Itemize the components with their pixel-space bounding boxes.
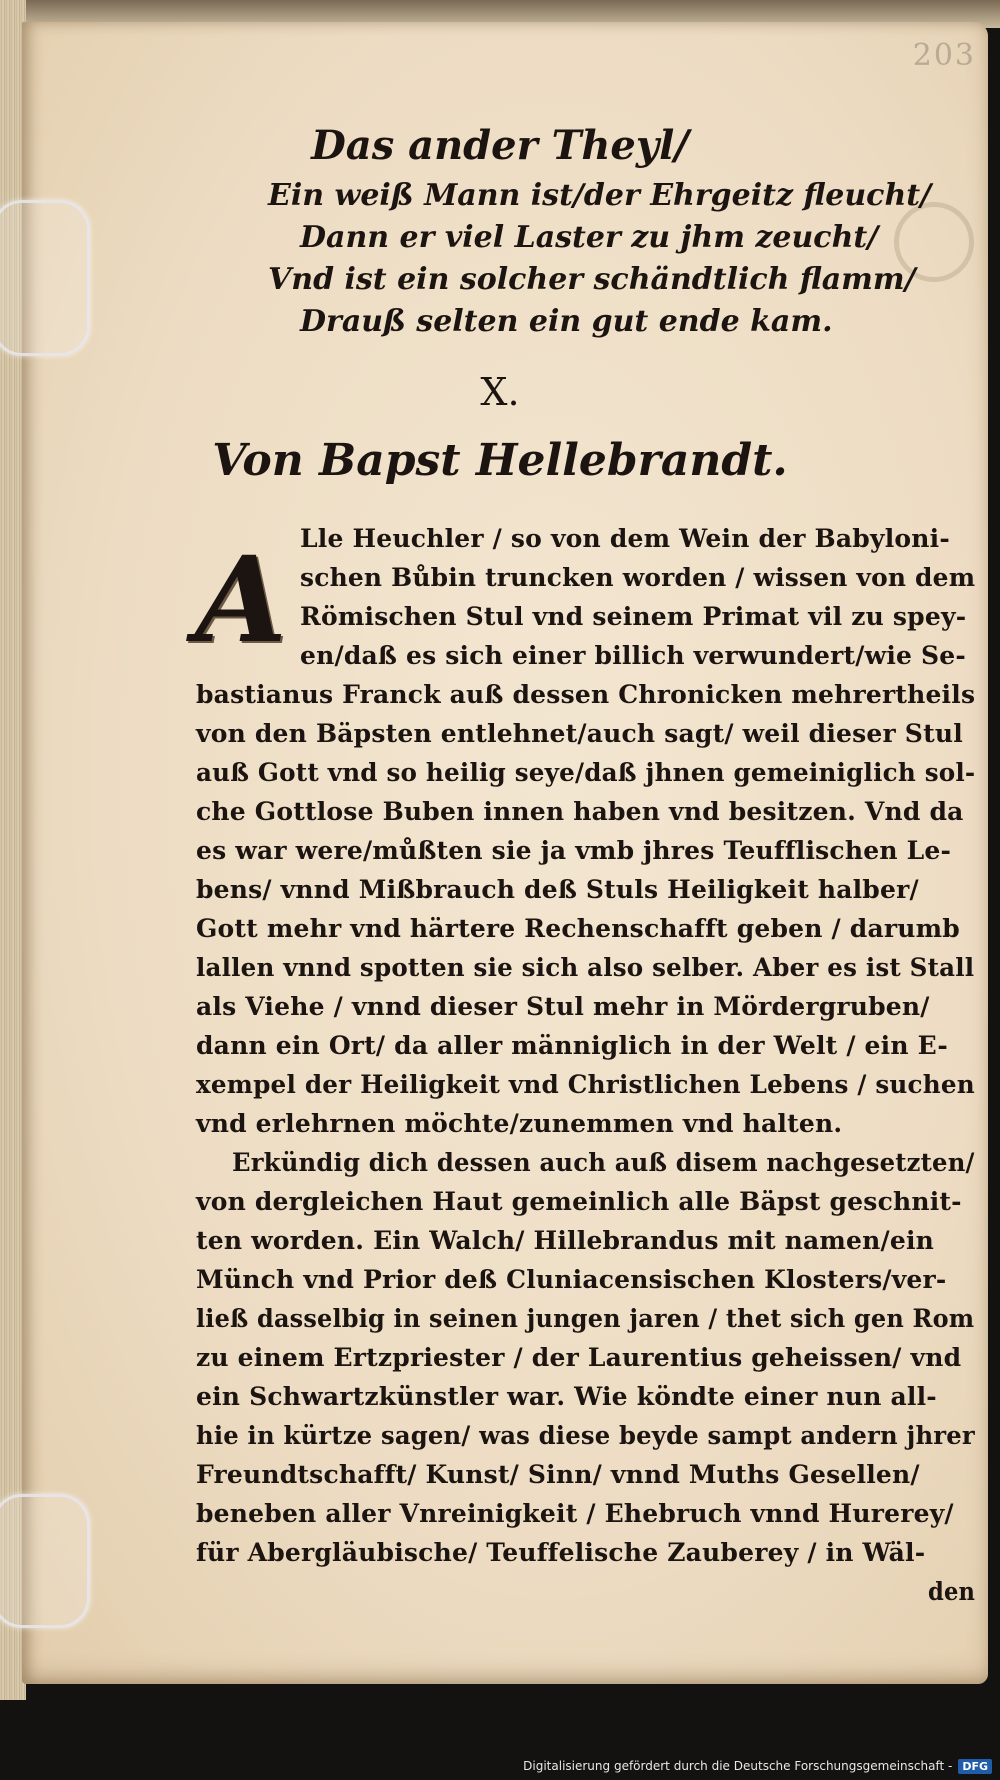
body-line: Römischen Stul vnd seinem Primat vil zu spey- <box>300 602 967 631</box>
body-line: zu einem Ertzpriester / der Laurentius geheissen/ vnd <box>196 1343 962 1372</box>
catchword: den <box>928 1577 976 1606</box>
verse-line: Vnd ist ein solcher schändtlich flamm/ <box>268 262 916 297</box>
body-line: hie in kürtze sagen/ was diese beyde sampt andern jhrer <box>196 1421 975 1450</box>
verse-line: Ein weiß Mann ist/der Ehrgeitz fleucht/ <box>268 178 932 213</box>
footer-credit: Digitalisierung gefördert durch die Deutsche Forschungsgemeinschaft - <box>523 1759 953 1773</box>
page-number: 203 <box>912 38 976 73</box>
verse-line: Drauß selten ein gut ende kam. <box>300 304 833 339</box>
digitization-footer <box>523 1756 992 1776</box>
drop-cap: A <box>195 530 287 669</box>
body-line: Freundtschafft/ Kunst/ Sinn/ vnnd Muths Gesellen/ <box>196 1460 920 1489</box>
body-line: ein Schwartzkünstler war. Wie köndte einer nun all- <box>196 1382 937 1411</box>
body-line: lallen vnnd spotten sie sich also selber. Aber es ist Stall <box>196 953 975 982</box>
body-line: bastianus Franck auß dessen Chronicken mehrertheils <box>196 680 976 709</box>
page-clip-bottom <box>0 1494 90 1628</box>
body-line: es war were/můßten sie ja vmb jhres Teufflischen Le- <box>196 836 952 865</box>
verse-line: Dann er viel Laster zu jhm zeucht/ <box>300 220 879 255</box>
body-line: Lle Heuchler / so von dem Wein der Babyloni- <box>300 524 950 553</box>
body-line: Münch vnd Prior deß Cluniacensischen Klosters/ver- <box>196 1265 947 1294</box>
page-clip-top <box>0 200 90 356</box>
body-line: Gott mehr vnd härtere Rechenschafft geben / darumb <box>196 914 960 943</box>
part-heading: Das ander Theyl/ <box>311 122 689 169</box>
body-line: schen Bůbin truncken worden / wissen von dem <box>300 563 976 592</box>
body-line: bens/ vnnd Mißbrauch deß Stuls Heiligkeit halber/ <box>196 875 919 904</box>
body-line: en/daß es sich einer billich verwundert/wie Se- <box>300 641 966 670</box>
chapter-title: Von Bapst Hellebrandt. <box>212 435 788 486</box>
body-line: dann ein Ort/ da aller männiglich in der Welt / ein E- <box>196 1031 948 1060</box>
body-line: xempel der Heiligkeit vnd Christlichen Lebens / suchen <box>196 1070 975 1099</box>
body-line: che Gottlose Buben innen haben vnd besitzen. Vnd da <box>196 797 964 826</box>
body-line: ließ dasselbig in seinen jungen jaren / thet sich gen Rom <box>196 1304 975 1333</box>
body-line: ten worden. Ein Walch/ Hillebrandus mit namen/ein <box>196 1226 935 1255</box>
body-line: für Abergläubische/ Teuffelische Zauberey / in Wäl- <box>196 1538 926 1567</box>
body-line: beneben aller Vnreinigkeit / Ehebruch vnnd Hurerey/ <box>196 1499 954 1528</box>
body-line: von den Bäpsten entlehnet/auch sagt/ weil dieser Stul <box>196 719 963 748</box>
chapter-number: X. <box>480 370 520 414</box>
dfg-logo: DFG <box>958 1759 992 1774</box>
body-line: Erkündig dich dessen auch auß disem nachgesetzten/ <box>232 1148 975 1177</box>
body-line: auß Gott vnd so heilig seye/daß jhnen gemeiniglich sol- <box>196 758 976 787</box>
body-line: als Viehe / vnnd dieser Stul mehr in Mördergruben/ <box>196 992 930 1021</box>
body-line: von dergleichen Haut gemeinlich alle Bäpst geschnit- <box>196 1187 962 1216</box>
body-line: vnd erlehrnen möchte/zunemmen vnd halten. <box>196 1109 843 1138</box>
